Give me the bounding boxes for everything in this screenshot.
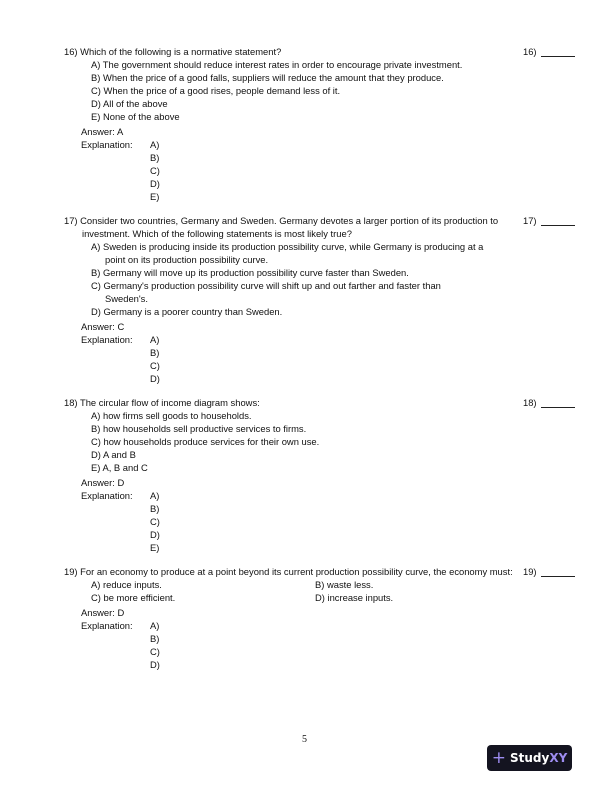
- plus-icon: +: [491, 747, 506, 768]
- explanation-letter: A): [150, 620, 160, 631]
- page-number: 5: [302, 734, 307, 745]
- option: E) A, B and C: [91, 462, 148, 473]
- explanation-letter: D): [150, 373, 160, 384]
- explanation-letter: B): [150, 633, 160, 644]
- explanation-letter: A): [150, 139, 160, 150]
- brand-text-accent: XY: [549, 751, 568, 765]
- option-text-cont: Sweden's.: [105, 293, 148, 304]
- option: D) A and B: [91, 449, 136, 460]
- question-stem: 17) Consider two countries, Germany and Sweden. Germany devotes a larger portion of its production to investment. Which of the following statements is most likely true?: [64, 215, 499, 239]
- question-16: [64, 45, 584, 203]
- option-text: C) Germany's production possibility curve will shift up and out farther and faster than: [91, 280, 441, 291]
- studyxy-badge[interactable]: [487, 745, 572, 771]
- option: C) how households produce services for their own use.: [91, 436, 320, 447]
- explanation-letter: D): [150, 178, 160, 189]
- question-17: [64, 214, 584, 385]
- explanation-letter: E): [150, 542, 160, 553]
- option: A) how firms sell goods to households.: [91, 410, 252, 421]
- question-stem: 18) The circular flow of income diagram shows:: [64, 397, 260, 408]
- option: D) increase inputs.: [315, 592, 394, 603]
- brand-text: Study: [509, 751, 550, 765]
- explanation-label: Explanation:: [81, 139, 133, 150]
- option: C) be more efficient.: [91, 592, 176, 603]
- option-text: B) Germany will move up its production possibility curve faster than Sweden.: [91, 267, 409, 278]
- answer: Answer: D: [81, 607, 125, 618]
- explanation: [64, 489, 584, 554]
- option: D) All of the above: [91, 98, 168, 109]
- explanation-letter: A): [150, 334, 160, 345]
- answer-number: 18): [523, 397, 537, 408]
- option-text-cont: point on its production possibility curve.: [105, 254, 269, 265]
- option: B) When the price of a good falls, suppliers will reduce the amount that they produce.: [91, 72, 444, 83]
- explanation-letter: C): [150, 516, 160, 527]
- question-stem: 19) For an economy to produce at a point beyond its current production possibility curve, the economy must:: [64, 566, 513, 577]
- answer-blank: [541, 407, 575, 408]
- option: [64, 305, 584, 318]
- explanation-letter: B): [150, 503, 160, 514]
- explanation-letter: C): [150, 360, 160, 371]
- question-19: [64, 565, 584, 671]
- answer: Answer: D: [81, 477, 125, 488]
- answer-blank: [541, 576, 575, 577]
- option: [64, 240, 584, 266]
- explanation-letter: B): [150, 152, 160, 163]
- answer-blank: [541, 56, 575, 57]
- explanation-label: Explanation:: [81, 490, 133, 501]
- explanation-letter: A): [150, 490, 160, 501]
- explanation: [64, 619, 584, 671]
- question-stem: 16) Which of the following is a normative statement?: [64, 46, 282, 57]
- answer: Answer: A: [81, 126, 124, 137]
- option: A) reduce inputs.: [91, 579, 162, 590]
- explanation-letter: C): [150, 646, 160, 657]
- option: E) None of the above: [91, 111, 180, 122]
- option: [64, 279, 584, 305]
- explanation-letter: D): [150, 529, 160, 540]
- question-18: [64, 396, 584, 554]
- explanation-letter: E): [150, 191, 160, 202]
- explanation-label: Explanation:: [81, 334, 133, 345]
- option: [64, 266, 584, 279]
- option: C) When the price of a good rises, people demand less of it.: [91, 85, 341, 96]
- explanation: [64, 333, 584, 385]
- explanation-letter: C): [150, 165, 160, 176]
- explanation: [64, 138, 584, 203]
- option: B) waste less.: [315, 579, 374, 590]
- explanation-label: Explanation:: [81, 620, 133, 631]
- explanation-letter: B): [150, 347, 160, 358]
- option-text: A) Sweden is producing inside its production possibility curve, while Germany is producing at a: [91, 241, 484, 252]
- answer: Answer: C: [81, 321, 125, 332]
- answer-number: 17): [523, 215, 537, 226]
- option: B) how households sell productive services to firms.: [91, 423, 307, 434]
- option: A) The government should reduce interest rates in order to encourage private investment.: [91, 59, 463, 70]
- answer-blank: [541, 225, 575, 226]
- explanation-letter: D): [150, 659, 160, 670]
- option-text: D) Germany is a poorer country than Sweden.: [91, 306, 283, 317]
- answer-number: 19): [523, 566, 537, 577]
- answer-number: 16): [523, 46, 537, 57]
